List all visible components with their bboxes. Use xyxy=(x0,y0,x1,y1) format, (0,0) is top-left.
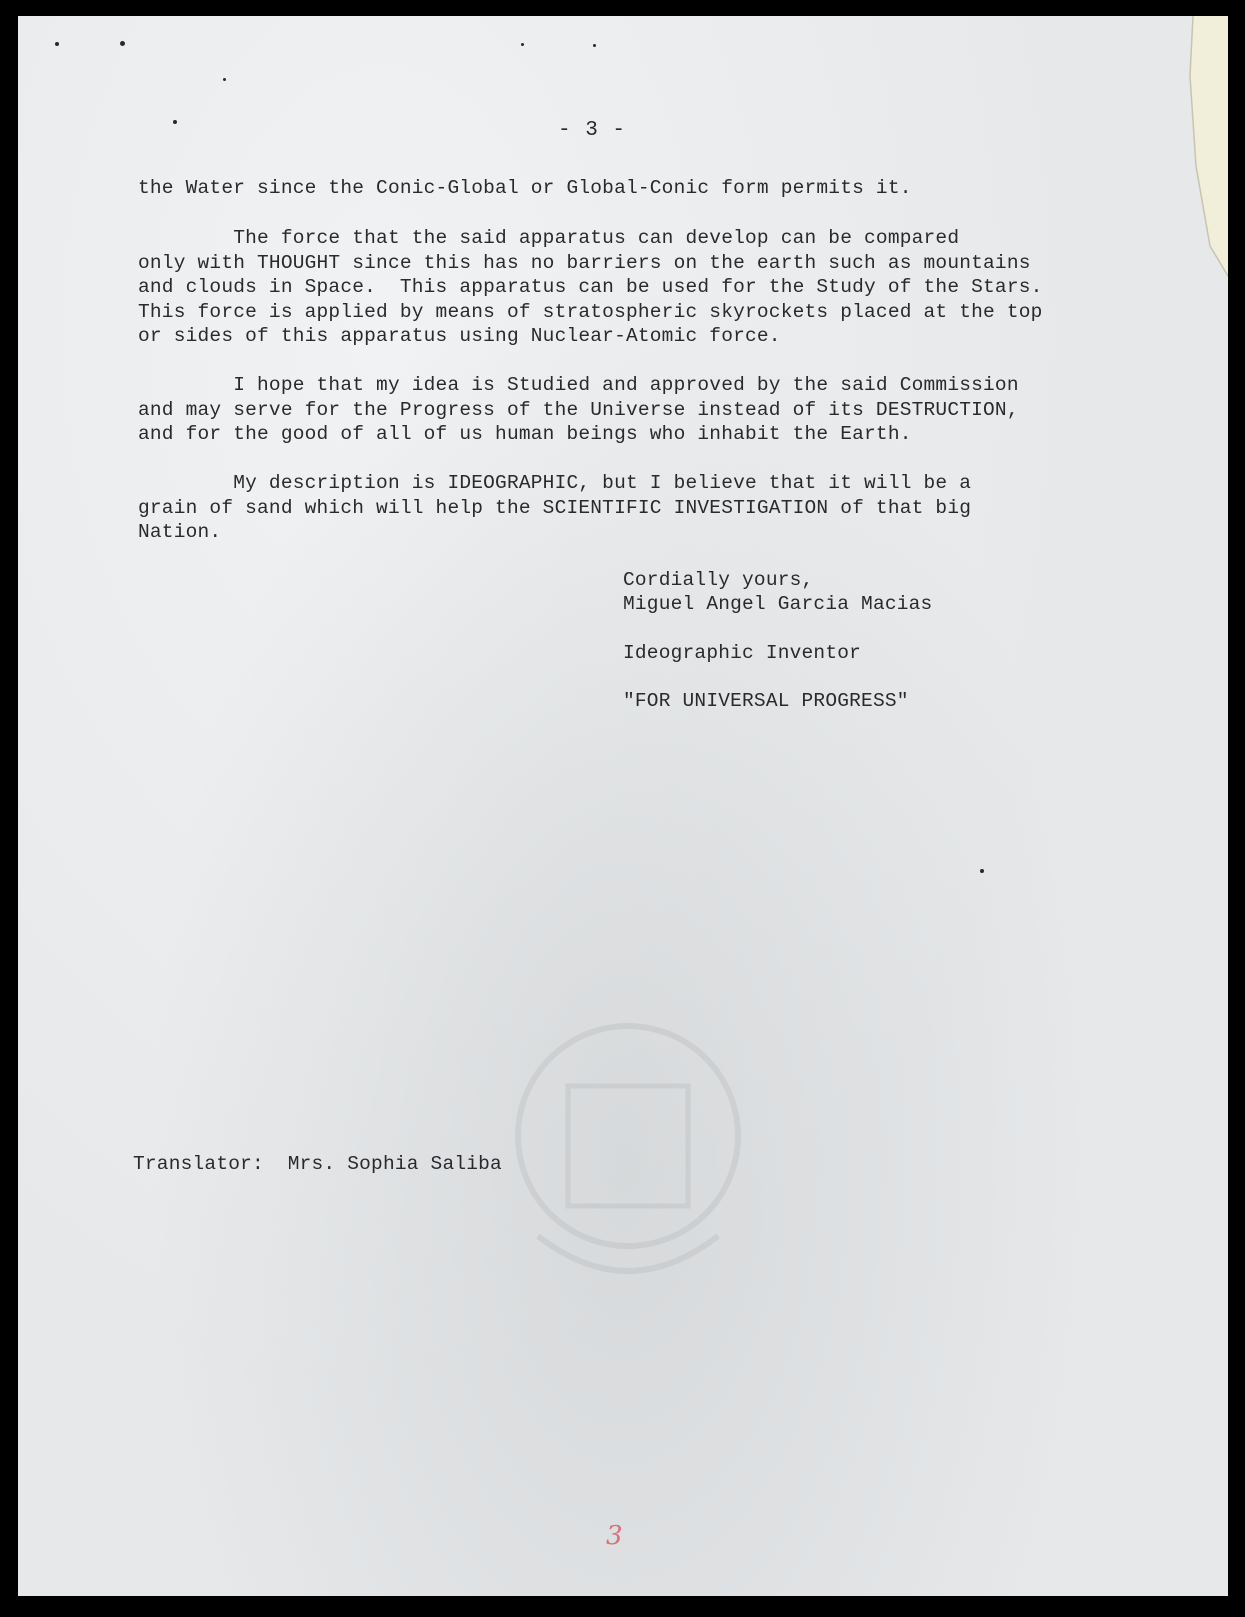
paper-speck xyxy=(980,869,984,873)
paper-speck xyxy=(593,44,596,47)
paper-speck xyxy=(223,78,226,81)
paper-speck xyxy=(521,43,524,46)
paper-speck xyxy=(55,42,59,46)
handwritten-page-mark: 3 xyxy=(606,1521,623,1551)
paragraph-4: My description is IDEOGRAPHIC, but I believe that it will be a grain of sand which will help the SCIENTIFIC INVESTIGATION of that big Nation. xyxy=(138,472,972,544)
paragraph-1: the Water since the Conic-Global or Global-Conic form permits it. xyxy=(138,177,912,199)
signer-name: Miguel Angel Garcia Macias xyxy=(623,593,933,615)
motto: "FOR UNIVERSAL PROGRESS" xyxy=(623,690,909,712)
paragraph-3: I hope that my idea is Studied and approved by the said Commission and may serve for the Progress of the Universe instead of its DESTRUCTION, and for the good of all of us human beings who inhabit the Earth. xyxy=(138,374,1019,446)
paragraph-2: The force that the said apparatus can develop can be compared only with THOUGHT since this has no barriers on the earth such as mountains and clouds in Space. This apparatus can be used for the Study of the Stars. This force is applied by means of stratospheric skyrockets placed at the top or sides of this apparatus using Nuclear-Atomic force. xyxy=(138,227,1043,348)
seal-watermark xyxy=(498,1006,758,1326)
page-number: - 3 - xyxy=(558,119,627,142)
paper-speck xyxy=(120,41,125,46)
paper-speck xyxy=(173,120,177,124)
signer-title: Ideographic Inventor xyxy=(623,642,862,664)
closing-salutation: Cordially yours, xyxy=(623,569,814,591)
translator-credit: Translator: Mrs. Sophia Saliba xyxy=(133,1153,502,1175)
document-page xyxy=(18,16,1228,1596)
